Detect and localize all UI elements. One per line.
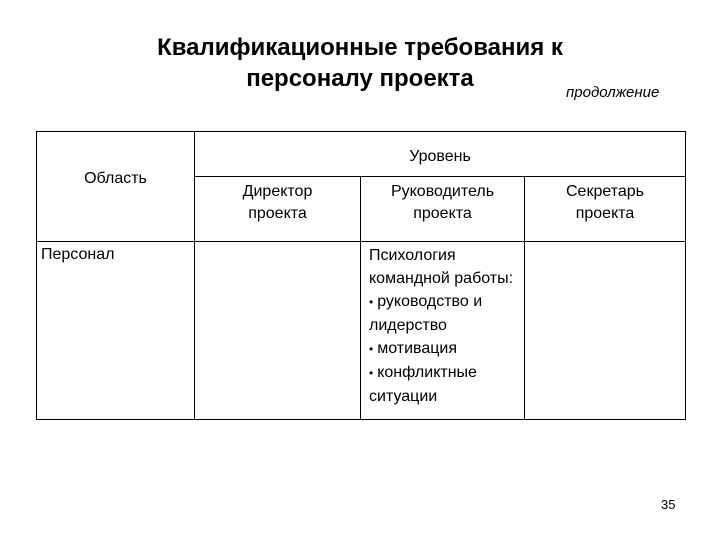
manager-list (369, 290, 518, 408)
area-column-header: Область (37, 132, 195, 242)
list-item: • конфликтные ситуации (369, 361, 518, 408)
requirements-table (36, 131, 686, 420)
cell-director (195, 242, 361, 420)
slide-title-line1: Квалификационные требования к (157, 34, 563, 61)
role-secretary-line1: Секретарь (566, 183, 644, 200)
page-number: 35 (661, 497, 676, 512)
role-manager-line1: Руководитель (390, 183, 495, 200)
role-manager-line2: проекта (413, 205, 472, 222)
role-director-line2: проекта (248, 205, 307, 222)
row-area-personnel: Персонал (37, 242, 195, 420)
table-row (37, 242, 686, 420)
slide-title (100, 32, 620, 94)
cell-manager (361, 242, 525, 420)
role-header-director (195, 177, 361, 242)
slide-title-line2: персоналу проекта (246, 65, 474, 92)
continued-label: продолжение (566, 84, 660, 101)
cell-secretary (525, 242, 686, 420)
role-header-manager (361, 177, 525, 242)
level-header: Уровень (195, 132, 686, 177)
role-director-line1: Директор (242, 183, 313, 200)
role-header-secretary (525, 177, 686, 242)
role-secretary-line2: проекта (575, 205, 635, 222)
list-item: • руководство и лидерство (369, 290, 518, 337)
manager-heading: Психология командной работы: (369, 247, 514, 287)
list-item: • мотивация (369, 337, 518, 361)
